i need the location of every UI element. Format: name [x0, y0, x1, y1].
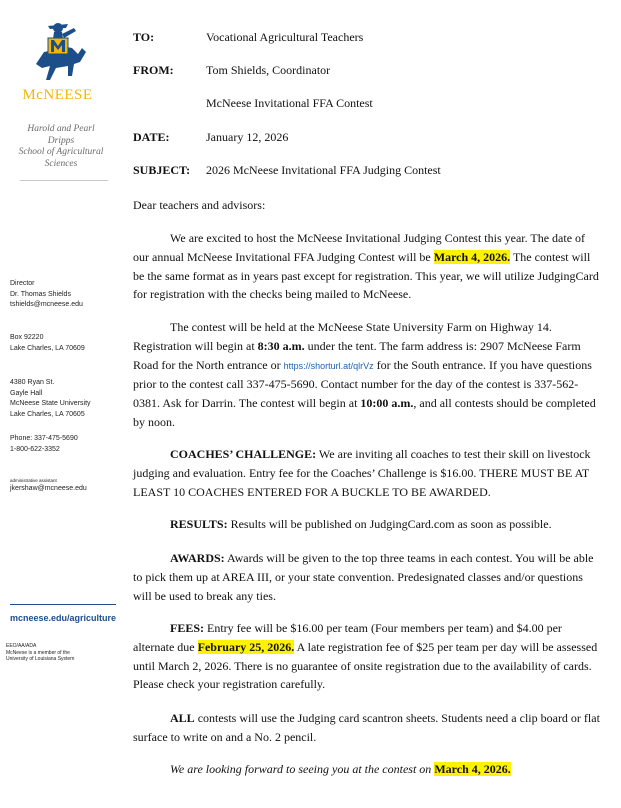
- director-block: Director Dr. Thomas Shields tshields@mcneese.edu: [10, 280, 83, 308]
- eeo-statement: EEO/AA/ADA McNeese is a member of the University of Louisiana System: [6, 643, 75, 662]
- letterhead-sidebar: [0, 0, 125, 808]
- salutation: Dear teachers and advisors:: [133, 198, 266, 212]
- deadline-highlight: February 25, 2026.: [197, 639, 295, 654]
- from-label: FROM:: [133, 63, 174, 77]
- website-link[interactable]: mcneese.edu/agriculture: [10, 613, 117, 623]
- divider: [10, 604, 116, 605]
- to-label: TO:: [133, 30, 155, 44]
- from-title: McNeese Invitational FFA Contest: [206, 96, 373, 110]
- cowboy-logo-icon: [28, 18, 88, 84]
- street-address-block: 4380 Ryan St. Gayle Hall McNeese State University Lake Charles, LA 70605: [10, 379, 91, 418]
- subject-value: 2026 McNeese Invitational FFA Judging Contest: [206, 163, 441, 177]
- paragraph-location: The contest will be held at the McNeese State University Farm on Highway 14. Registration will begin at 8:30 a.m. under the tent. The farm address is: 2907 McNeese Farm Road for the North entrance or https://shorturl.at/qlrVz for the South entrance. If you have questions prior to the contest call 337-475-5690. Contact number for the day of the contest is 337-562-0381. Ask for Darrin. The contest will begin at 10:00 a.m., and all contests should be completed by noon.: [133, 320, 596, 429]
- brand-wordmark: McNEESE: [22, 87, 93, 103]
- paragraph-intro: We are excited to host the McNeese Invitational Judging Contest this year. The date of our annual McNeese Invitational FFA Judging Contest will be March 4, 2026. The contest will be the same format as in years past except for registration. This year, we will utilize JudgingCard for registration with the checks being mailed to McNeese.: [133, 231, 599, 302]
- assistant-block: administrative assistant jkershaw@mcneese.edu: [10, 478, 87, 492]
- from-value: Tom Shields, Coordinator: [206, 63, 331, 77]
- phone-block: Phone: 337-475-5690 1-800-622-3352: [10, 435, 78, 453]
- date-value: January 12, 2026: [206, 130, 289, 144]
- date-label: DATE:: [133, 130, 170, 144]
- subject-label: SUBJECT:: [133, 163, 191, 177]
- paragraph-scantron: ALL contests will use the Judging card scantron sheets. Students need a clip board or flat surface to write on and a No. 2 pencil.: [133, 711, 600, 744]
- school-name: Harold and Pearl Dripps School of Agricultural Sciences: [18, 124, 104, 169]
- paragraph-coaches-challenge: COACHES’ CHALLENGE: We are inviting all coaches to test their skill on livestock judging and evaluation. Entry fee for the Coaches’ Challenge is $16.00. THERE MUST BE AT LEAST 10 COACHES ENTERED FOR A BUCKLE TO BE AWARDED.: [133, 447, 591, 499]
- paragraph-results: RESULTS: Results will be published on JudgingCard.com as soon as possible.: [170, 517, 552, 531]
- south-entrance-link[interactable]: https://shorturl.at/qlrVz: [283, 360, 374, 371]
- po-box-block: Box 92220 Lake Charles, LA 70609: [10, 334, 85, 352]
- paragraph-fees: FEES: Entry fee will be $16.00 per team (Four members per team) and $4.00 per alternate due February 25, 2026. A late registration fee of $25 per team per day will be assessed until March 2, 2026. There is no guarantee of onsite registration due to the availability of cards. Please check your registration carefully.: [133, 621, 598, 692]
- divider: [20, 180, 108, 181]
- closing-line: We are looking forward to seeing you at the contest on March 4, 2026.: [170, 762, 511, 776]
- contest-date-highlight: March 4, 2026.: [433, 249, 511, 264]
- closing-date-highlight: March 4, 2026.: [434, 762, 511, 776]
- paragraph-awards: AWARDS: Awards will be given to the top three teams in each contest. You will be able to pick them up at AREA III, or your state convention. Predesignated classes and/or questions will be used to break any ties.: [133, 551, 594, 603]
- to-value: Vocational Agricultural Teachers: [206, 30, 364, 44]
